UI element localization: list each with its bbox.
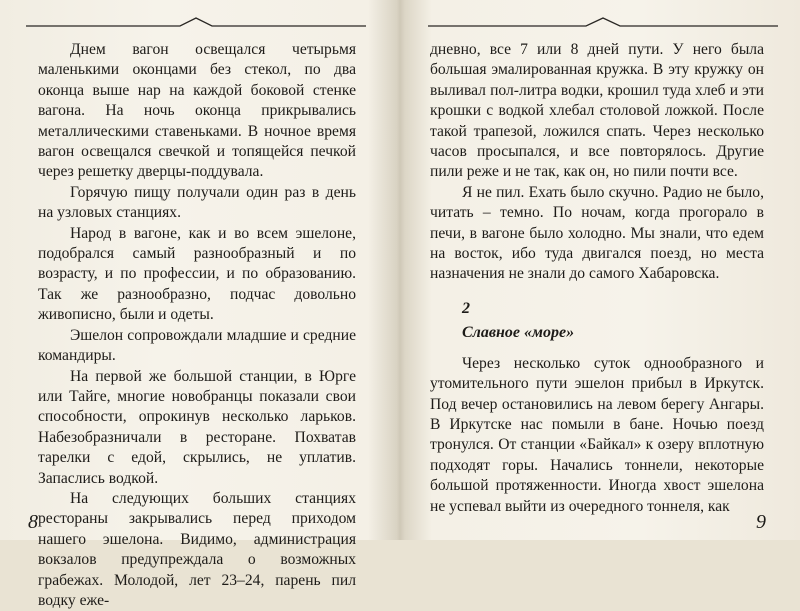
paragraph: На следующих больших станциях рестораны закрывались перед приходом нашего эшелона. Видимо, администрация вокзалов предупреждала о возможных грабежах. Молодой, лет 23–24, парень пил водку еже- bbox=[38, 489, 356, 609]
page-number: 9 bbox=[756, 511, 766, 533]
paragraph: Днем вагон освещался четырьмя маленькими оконцами без стекол, по два оконца выше нар на каждой боковой стенке вагона. На ночь оконца прикрывались металлическими ставеньками. В ночное время вагон освещался свечкой и топящейся печкой через решетку дверцы-поддувала. bbox=[38, 41, 356, 181]
paragraph: Народ в вагоне, как и во всем эшелоне, подобрался самый разнообразный и по возрасту, и по профессии, и по образованию. Так же разнообразно, подчас довольно живописно, были и одеты. bbox=[38, 224, 356, 324]
page-number: 8 bbox=[28, 511, 38, 533]
right-page-text bbox=[430, 40, 764, 517]
paragraph: Я не пил. Ехать было скучно. Радио не было, читать – темно. По ночам, когда прогорало в печи, в вагоне было холодно. Мы знали, что едем на восток, ибо туда двигался поезд, но места назначения не знали до самого Хабаровска. bbox=[430, 183, 764, 283]
chapter-title: Славное «море» bbox=[462, 324, 575, 342]
paragraph: На первой же большой станции, в Юрге или Тайге, многие новобранцы показали свои способности, опрокинув несколько ларьков. Набезобразничали в ресторане. Похватав тарелки с едой, скрылись, не уплатив. Запаслись водкой. bbox=[38, 367, 356, 487]
header-ornament bbox=[428, 14, 778, 32]
left-page bbox=[0, 0, 400, 609]
left-page-text bbox=[38, 40, 356, 611]
chapter-number: 2 bbox=[462, 299, 470, 317]
paragraph: Через несколько суток однообразного и утомительного пути эшелон прибыл в Иркутск. Под вечер остановились на левом берегу Ангары. В Иркутске нас помыли в бане. Ночью поезд тронулся. От станции «Байкал» к озеру вплотную подходят горы. Начались тоннели, некоторые большой протяженности. Иногда хвост эшелона не успевал выйти из очередного тоннеля, как bbox=[430, 354, 764, 515]
paragraph: Горячую пищу получали один раз в день на узловых станциях. bbox=[38, 183, 356, 222]
paragraph: дневно, все 7 или 8 дней пути. У него была большая эмалированная кружка. В эту кружку он выливал пол-литра водки, крошил туда хлеб и эти крошки с водкой хлебал столовой ложкой. После такой трапезой, ложился спать. Через несколько часов просыпался, и все повторялось. Другие пили реже и не так, как он, но пили почти все. bbox=[430, 41, 764, 181]
paragraph: Эшелон сопровождали младшие и средние командиры. bbox=[38, 326, 356, 365]
header-ornament bbox=[26, 14, 366, 32]
right-page bbox=[400, 0, 800, 540]
